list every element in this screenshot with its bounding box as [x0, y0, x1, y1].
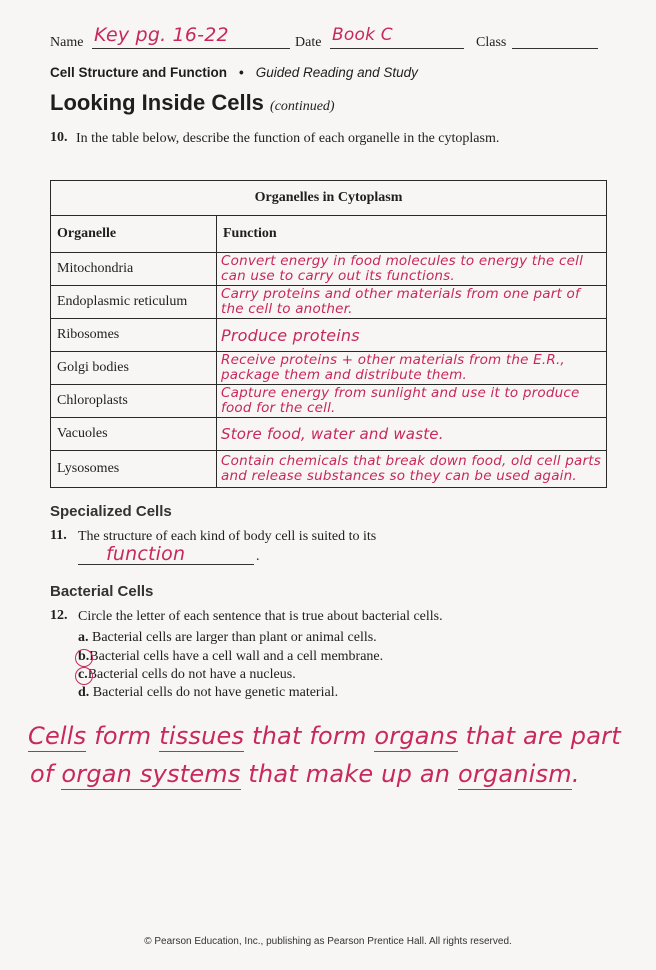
answer-circle-c: [75, 667, 93, 685]
table-caption: Organelles in Cytoplasm: [51, 181, 607, 216]
option-letter: b.: [78, 649, 90, 664]
copyright-footer: © Pearson Education, Inc., publishing as Pearson Prentice Hall. All rights reserved.: [144, 936, 512, 947]
note-word: Cells: [28, 722, 87, 750]
table-row: [51, 352, 607, 385]
specialized-heading: Specialized Cells: [50, 503, 172, 520]
answer-circle-b: [75, 649, 93, 667]
page-title-main: Looking Inside Cells: [50, 90, 264, 115]
note-word: organs: [374, 722, 458, 750]
option-letter: a.: [78, 630, 89, 645]
bacterial-heading: Bacterial Cells: [50, 583, 154, 600]
option-b[interactable]: [78, 648, 383, 666]
name-field[interactable]: [92, 24, 290, 49]
function-cell[interactable]: [217, 319, 607, 352]
function-answer: Contain chemicals that break down food, old cell parts and release substances so they can be used again.: [221, 453, 601, 484]
organelle-cell: Chloroplasts: [51, 385, 217, 418]
page-title-continued: (continued): [270, 99, 335, 114]
note-word: organism: [457, 760, 572, 788]
function-cell[interactable]: [217, 385, 607, 418]
function-cell[interactable]: [217, 418, 607, 451]
option-d[interactable]: [78, 684, 338, 702]
col-organelle-header: Organelle: [51, 216, 217, 253]
organelle-cell: Endoplasmic reticulum: [51, 286, 217, 319]
function-answer: Receive proteins + other materials from the E.R., package them and distribute them.: [221, 352, 565, 383]
option-a[interactable]: [78, 629, 377, 647]
q11-period: .: [256, 549, 260, 564]
organelle-cell: Lysosomes: [51, 451, 217, 488]
date-field[interactable]: [330, 25, 464, 49]
organelle-cell: Mitochondria: [51, 253, 217, 286]
function-answer: Store food, water and waste.: [221, 424, 444, 443]
table-row: [51, 286, 607, 319]
q11-number: 11.: [50, 528, 67, 543]
q10-number: 10.: [50, 130, 68, 145]
col-function-header: Function: [217, 216, 607, 253]
function-cell[interactable]: [217, 352, 607, 385]
function-answer: Carry proteins and other materials from one part of the cell to another.: [221, 286, 580, 317]
function-answer: Produce proteins: [221, 325, 360, 345]
option-text: Bacterial cells do not have a nucleus.: [87, 667, 296, 682]
note-word: .: [571, 760, 580, 788]
note-word: that make up an: [240, 760, 458, 788]
option-text: Bacterial cells have a cell wall and a cell membrane.: [89, 649, 384, 664]
q10-text: In the table below, describe the function of each organelle in the cytoplasm.: [76, 131, 500, 146]
q11-text: The structure of each kind of body cell is suited to its: [78, 529, 377, 544]
class-label: Class: [476, 35, 507, 50]
option-letter: d.: [78, 685, 90, 700]
date-value: Book C: [332, 25, 393, 45]
note-word: that are part: [457, 722, 621, 750]
course-heading: [50, 64, 418, 82]
note-word: organ systems: [61, 760, 241, 788]
note-word: of: [30, 760, 62, 788]
q12-number: 12.: [50, 608, 68, 623]
date-label: Date: [295, 35, 322, 50]
class-field[interactable]: [512, 30, 598, 49]
option-text: Bacterial cells are larger than plant or animal cells.: [92, 630, 377, 645]
table-row: [51, 253, 607, 286]
name-value: Key pg. 16-22: [94, 24, 229, 46]
function-cell[interactable]: [217, 286, 607, 319]
note-word: form: [86, 722, 160, 750]
q11-answer: function: [106, 543, 186, 565]
note-line-1: [28, 722, 621, 750]
option-letter: c.: [78, 667, 88, 682]
function-answer: Capture energy from sunlight and use it to produce food for the cell.: [221, 385, 580, 416]
option-c[interactable]: [78, 666, 296, 684]
function-answer: Convert energy in food molecules to energy the cell can use to carry out its functions.: [221, 253, 584, 284]
guide-title: Guided Reading and Study: [255, 65, 418, 80]
organelle-cell: Vacuoles: [51, 418, 217, 451]
q11-answer-field[interactable]: [78, 543, 254, 565]
note-word: tissues: [159, 722, 245, 750]
note-line-2: [30, 760, 580, 788]
page-title: [50, 90, 335, 116]
bullet: •: [239, 65, 244, 80]
note-word: that form: [244, 722, 375, 750]
function-cell[interactable]: [217, 253, 607, 286]
option-text: Bacterial cells do not have genetic material.: [92, 685, 339, 700]
course-title: Cell Structure and Function: [50, 65, 228, 80]
function-cell[interactable]: [217, 451, 607, 488]
organelle-cell: Golgi bodies: [51, 352, 217, 385]
organelles-table: [50, 180, 607, 488]
q12-text: Circle the letter of each sentence that is true about bacterial cells.: [78, 609, 443, 624]
table-row: [51, 418, 607, 451]
name-label: Name: [50, 35, 84, 50]
table-row: [51, 451, 607, 488]
organelle-cell: Ribosomes: [51, 319, 217, 352]
table-row: [51, 319, 607, 352]
table-row: [51, 385, 607, 418]
